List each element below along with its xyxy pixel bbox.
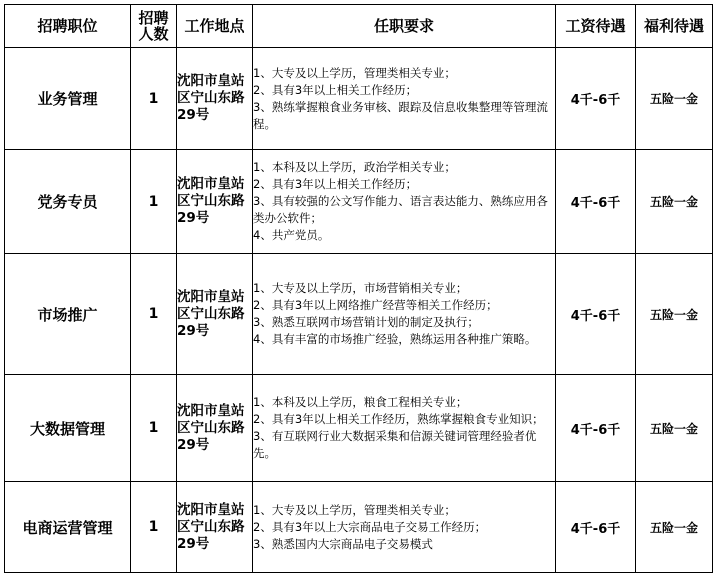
header-location: 工作地点 [177, 5, 253, 48]
header-count [131, 5, 177, 48]
requirements-cell [253, 48, 556, 150]
salary-cell: 4千-6千 [556, 150, 636, 254]
salary-cell: 4千-6千 [556, 254, 636, 375]
benefits-cell: 五险一金 [636, 375, 713, 482]
location-cell: 沈阳市皇站区宁山东路29号 [177, 482, 253, 573]
position-cell: 市场推广 [5, 254, 131, 375]
location-cell: 沈阳市皇站区宁山东路29号 [177, 48, 253, 150]
requirement-line: 4、共产党员。 [253, 228, 330, 242]
position-cell: 大数据管理 [5, 375, 131, 482]
requirement-line: 1、本科及以上学历，政治学相关专业； [253, 160, 456, 174]
requirement-line: 1、大专及以上学历，市场营销相关专业； [253, 281, 468, 295]
requirement-line: 3、具有较强的公文写作能力、语言表达能力、熟练应用各类办公软件； [253, 194, 548, 225]
header-requirements: 任职要求 [253, 5, 556, 48]
requirement-line: 1、本科及以上学历，粮食工程相关专业； [253, 395, 468, 409]
requirement-line: 1、大专及以上学历，管理类相关专业； [253, 65, 456, 80]
requirement-line: 2、具有3年以上大宗商品电子交易工作经历； [253, 519, 487, 534]
requirements-cell [253, 482, 556, 573]
table-row [5, 48, 713, 150]
job-table [4, 4, 713, 573]
table-row [5, 375, 713, 482]
location-cell: 沈阳市皇站区宁山东路29号 [177, 375, 253, 482]
requirements-cell [253, 150, 556, 254]
requirement-line: 3、熟练掌握粮食业务审核、跟踪及信息收集整理等管理流程。 [253, 99, 548, 131]
requirement-line: 4、具有丰富的市场推广经验，熟练运用各种推广策略。 [253, 332, 537, 346]
count-cell: 1 [131, 254, 177, 375]
benefits-cell: 五险一金 [636, 254, 713, 375]
requirement-line: 1、大专及以上学历，管理类相关专业； [253, 502, 456, 517]
requirement-line: 2、具有3年以上相关工作经历； [253, 177, 418, 191]
count-cell: 1 [131, 48, 177, 150]
benefits-cell: 五险一金 [636, 482, 713, 573]
requirements-cell [253, 254, 556, 375]
salary-cell: 4千-6千 [556, 48, 636, 150]
header-count-text: 招聘 人数 [138, 9, 169, 43]
header-benefits: 福利待遇 [636, 5, 713, 48]
requirement-line: 2、具有3年以上网络推广经营等相关工作经历； [253, 298, 498, 312]
requirement-line: 2、具有3年以上相关工作经历，熟练掌握粮食专业知识； [253, 412, 544, 426]
salary-cell: 4千-6千 [556, 482, 636, 573]
table-row [5, 150, 713, 254]
benefits-cell: 五险一金 [636, 150, 713, 254]
requirement-line: 3、熟悉国内大宗商品电子交易模式 [253, 536, 433, 551]
count-cell: 1 [131, 482, 177, 573]
requirement-line: 3、熟悉互联网市场营销计划的制定及执行； [253, 315, 479, 329]
position-cell: 业务管理 [5, 48, 131, 150]
table-row [5, 482, 713, 573]
requirements-cell [253, 375, 556, 482]
header-position: 招聘职位 [5, 5, 131, 48]
header-row [5, 5, 713, 48]
count-cell: 1 [131, 150, 177, 254]
location-cell: 沈阳市皇站区宁山东路29号 [177, 254, 253, 375]
position-cell: 电商运营管理 [5, 482, 131, 573]
requirement-line: 2、具有3年以上相关工作经历； [253, 82, 418, 97]
count-cell: 1 [131, 375, 177, 482]
requirement-line: 3、有互联网行业大数据采集和信源关键词管理经验者优先。 [253, 429, 537, 460]
benefits-cell: 五险一金 [636, 48, 713, 150]
header-salary: 工资待遇 [556, 5, 636, 48]
table-row [5, 254, 713, 375]
position-cell: 党务专员 [5, 150, 131, 254]
salary-cell: 4千-6千 [556, 375, 636, 482]
location-cell: 沈阳市皇站区宁山东路29号 [177, 150, 253, 254]
